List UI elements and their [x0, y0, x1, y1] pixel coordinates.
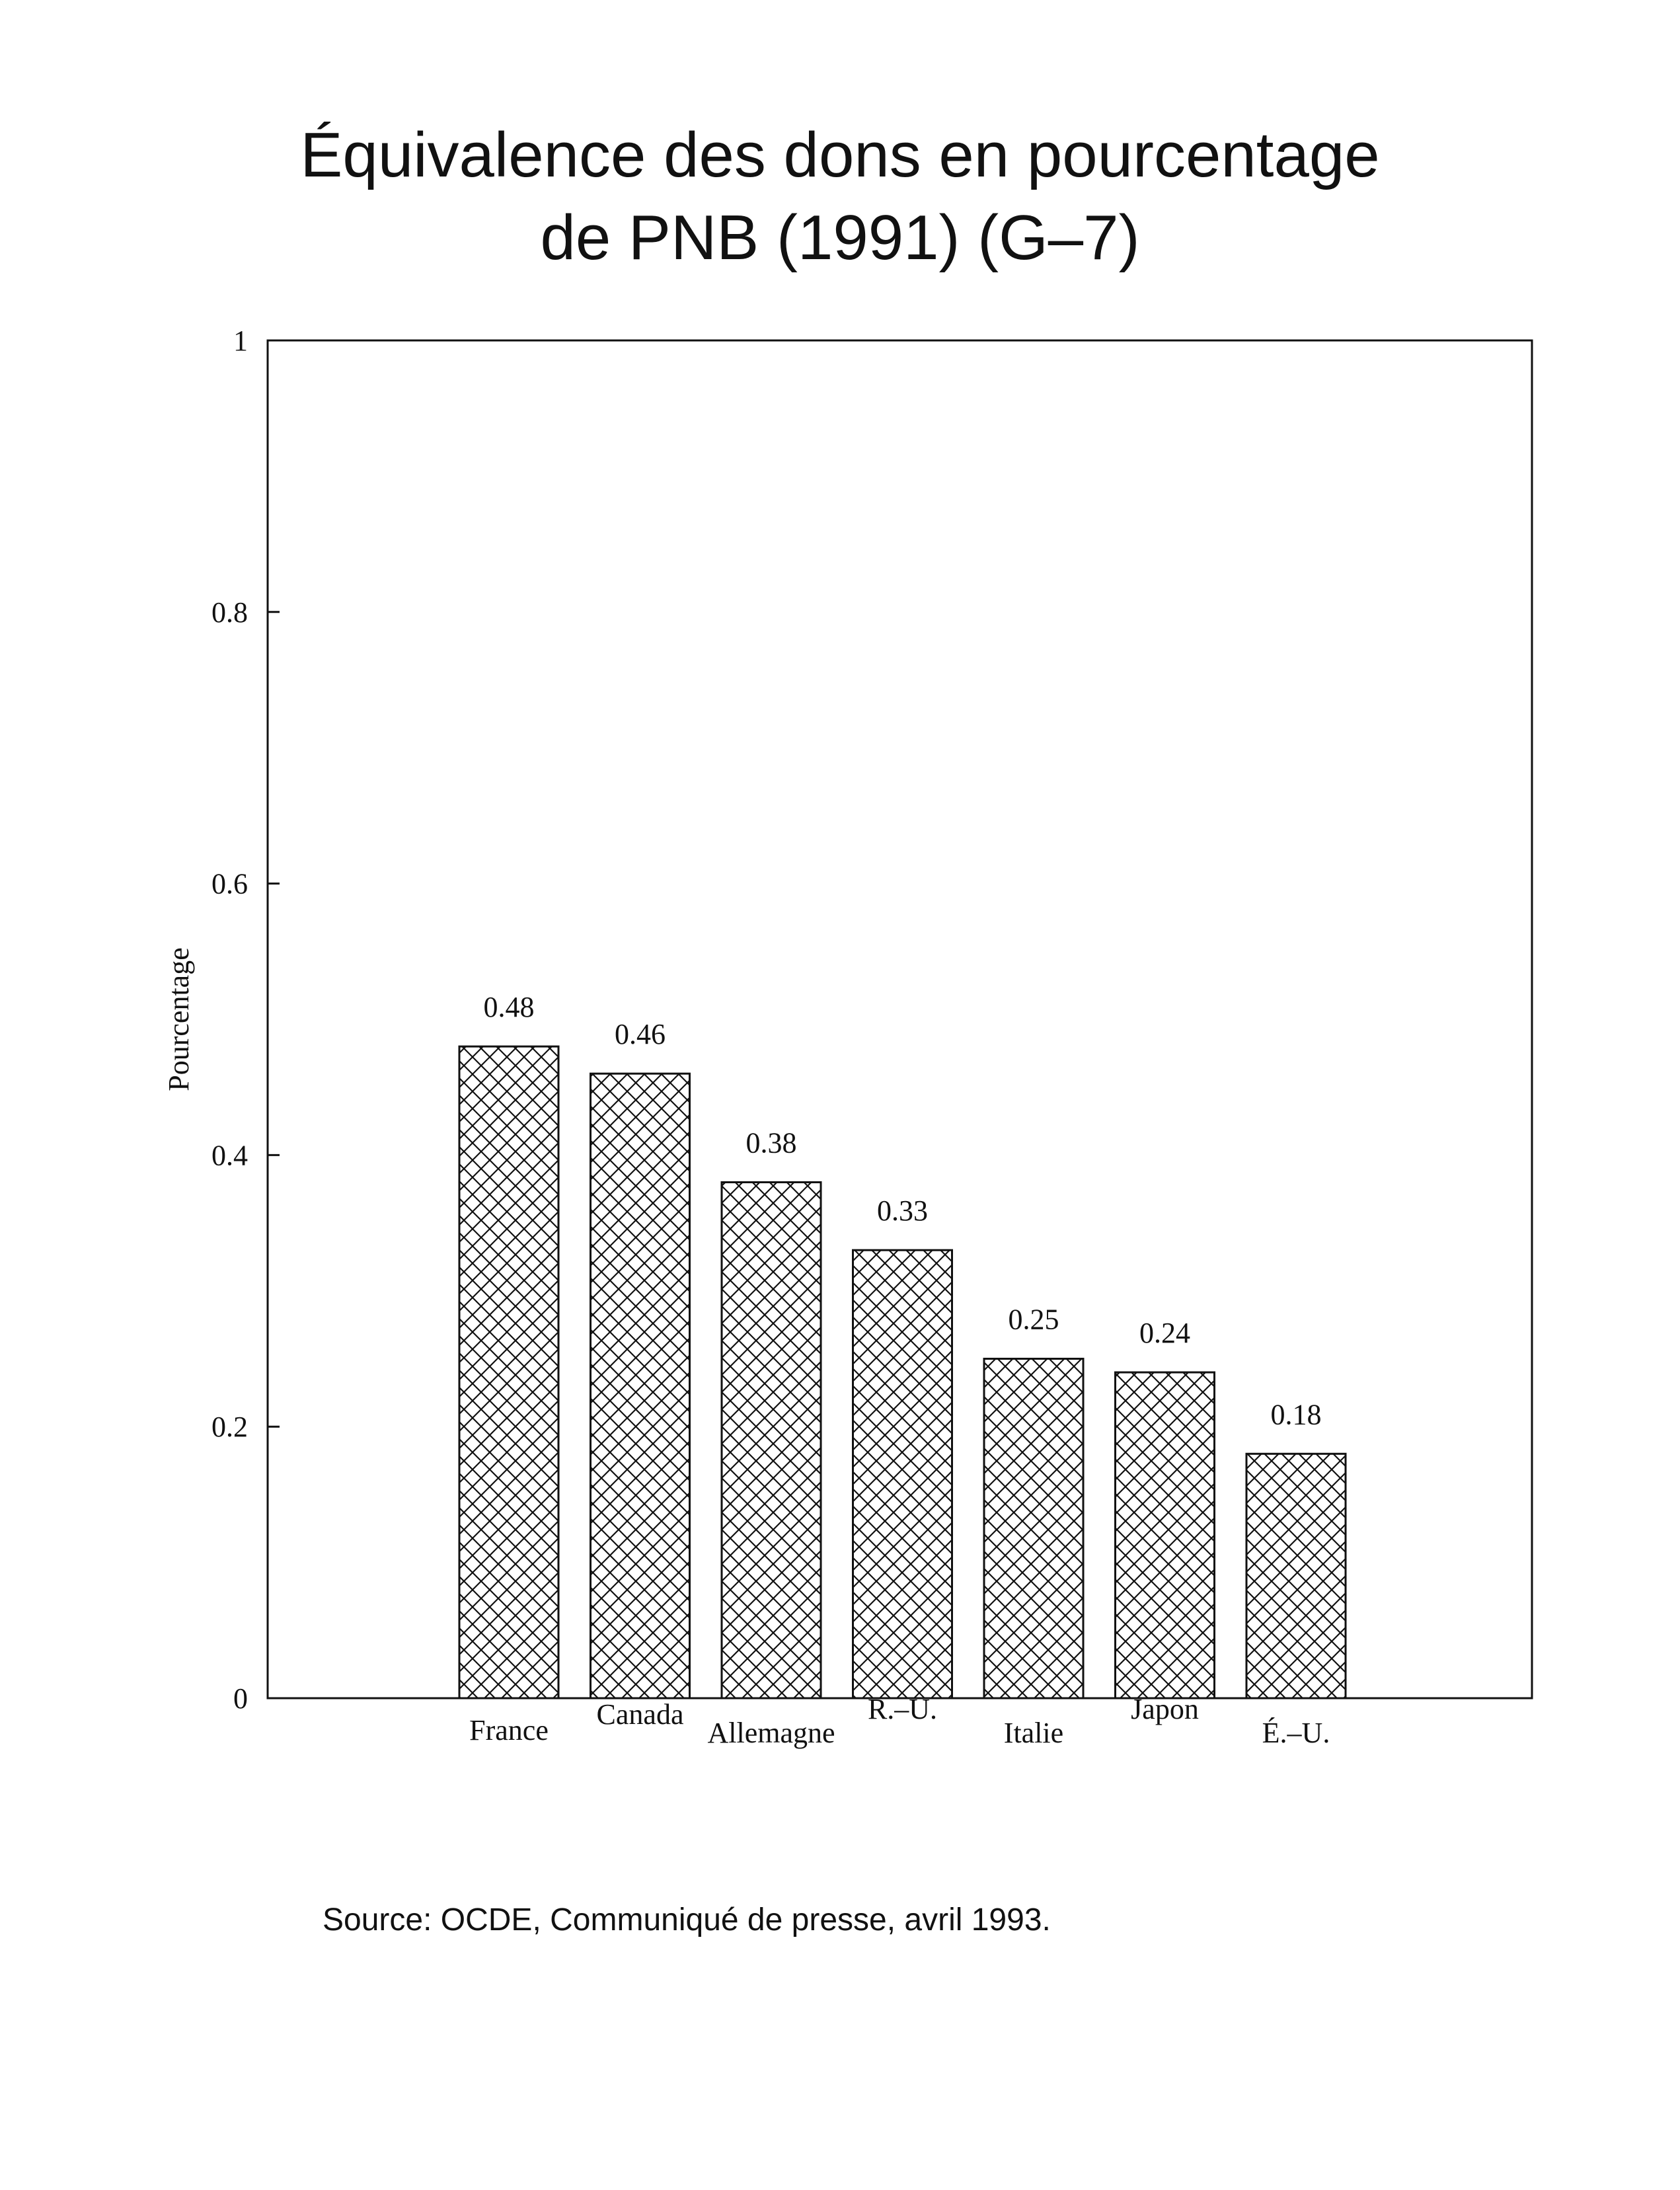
- y-tick-label: 1: [233, 325, 248, 357]
- y-tick-label: 0.6: [211, 867, 248, 900]
- bar-value-label: 0.46: [615, 1018, 666, 1051]
- bar-value-label: 0.24: [1139, 1317, 1190, 1350]
- y-axis-label: Pourcentage: [163, 947, 195, 1091]
- y-tick-label: 0.2: [211, 1411, 248, 1444]
- bar-3: [853, 1250, 952, 1698]
- bar-6: [1246, 1454, 1346, 1698]
- chart-title-line-2: de PNB (1991) (G–7): [540, 202, 1140, 273]
- source-note: Source: OCDE, Communiqué de presse, avril 1993.: [323, 1902, 1051, 1937]
- bars: [459, 1046, 1346, 1698]
- x-category-label: France: [469, 1714, 549, 1746]
- bar-value-label: 0.38: [745, 1126, 797, 1159]
- x-category-label: Japon: [1131, 1693, 1199, 1725]
- bar-value-label: 0.48: [483, 991, 535, 1024]
- x-category-label: É.–U.: [1262, 1717, 1330, 1749]
- bar-value-label: 0.25: [1008, 1303, 1059, 1336]
- y-tick-label: 0.4: [211, 1139, 248, 1172]
- y-tick-label: 0.8: [211, 596, 248, 629]
- x-category-label: Canada: [596, 1698, 684, 1731]
- bar-2: [722, 1182, 821, 1698]
- bar-1: [591, 1074, 690, 1698]
- x-category-label: R.–U.: [867, 1693, 938, 1725]
- x-category-label: Italie: [1003, 1717, 1064, 1749]
- bar-value-label: 0.33: [877, 1194, 928, 1228]
- chart-title-line-1: Équivalence des dons en pourcentage: [300, 120, 1380, 190]
- x-axis-labels: [469, 1693, 1330, 1749]
- y-tick-label: 0: [233, 1682, 248, 1715]
- x-category-label: Allemagne: [707, 1717, 835, 1749]
- bar-5: [1116, 1372, 1215, 1698]
- y-axis-ticks: [211, 325, 280, 1715]
- bar-0: [459, 1046, 558, 1698]
- bar-4: [984, 1359, 1083, 1699]
- bar-value-label: 0.18: [1270, 1398, 1322, 1431]
